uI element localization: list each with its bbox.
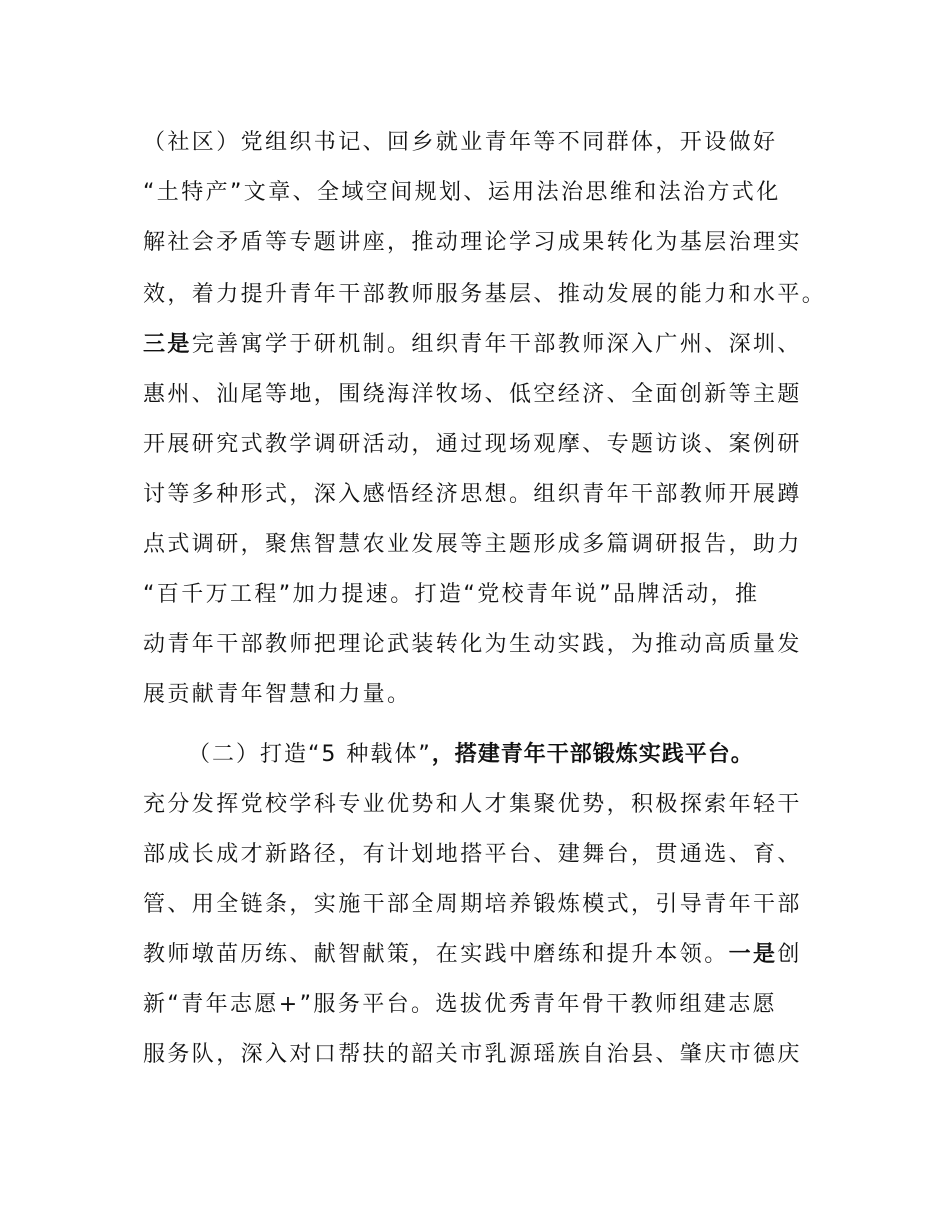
body-line: 管、用全链条，实施干部全周期培养锻炼模式，引导青年干部 bbox=[143, 892, 802, 917]
body-line: 部成长成才新路径，有计划地搭平台、建舞台，贯通选、育、 bbox=[143, 842, 802, 867]
heading-bold-text: ，搭建青年干部锻炼实践平台。 bbox=[431, 742, 754, 767]
body-line-with-emphasis bbox=[143, 330, 843, 360]
body-line: “百千万工程”加力提速。打造“党校青年说”品牌活动，推 bbox=[143, 582, 760, 607]
heading-prefix: （二）打造“5 种载体” bbox=[188, 742, 432, 767]
body-line: 效，着力提升青年干部教师服务基层、推动发展的能力和水平。 bbox=[143, 282, 827, 307]
body-line: 服务队，深入对口帮扶的韶关市乳源瑶族自治县、肇庆市德庆 bbox=[143, 1042, 802, 1067]
body-line: 充分发挥党校学科专业优势和人才集聚优势，积极探索年轻干 bbox=[143, 792, 802, 817]
body-line: 开展研究式教学调研活动，通过现场观摩、专题访谈、案例研 bbox=[143, 432, 802, 457]
body-line-with-emphasis bbox=[143, 940, 843, 970]
emphasis-first: 一是 bbox=[728, 942, 778, 967]
body-line: 新“青年志愿+”服务平台。选拔优秀青年骨干教师组建志愿 bbox=[143, 992, 778, 1017]
body-line: 展贡献青年智慧和力量。 bbox=[143, 682, 412, 707]
line-text: 完善寓学于研机制。组织青年干部教师深入广州、深圳、 bbox=[191, 332, 802, 357]
body-line: “土特产”文章、全域空间规划、运用法治思维和法治方式化 bbox=[143, 180, 781, 205]
emphasis-third: 三是 bbox=[143, 332, 192, 357]
body-line: （社区）党组织书记、回乡就业青年等不同群体，开设做好 bbox=[143, 130, 778, 155]
body-line: 点式调研，聚焦智慧农业发展等主题形成多篇调研报告，助力 bbox=[143, 532, 802, 557]
body-line: 动青年干部教师把理论武装转化为生动实践，为推动高质量发 bbox=[143, 632, 802, 657]
body-line: 讨等多种形式，深入感悟经济思想。组织青年干部教师开展蹲 bbox=[143, 482, 802, 507]
body-line: 解社会矛盾等专题讲座，推动理论学习成果转化为基层治理实 bbox=[143, 230, 802, 255]
line-text: 教师墩苗历练、献智献策，在实践中磨练和提升本领。 bbox=[143, 942, 729, 967]
section-heading bbox=[188, 740, 888, 770]
line-tail: 创 bbox=[777, 942, 802, 967]
body-line: 惠州、汕尾等地，围绕海洋牧场、低空经济、全面创新等主题 bbox=[143, 382, 802, 407]
